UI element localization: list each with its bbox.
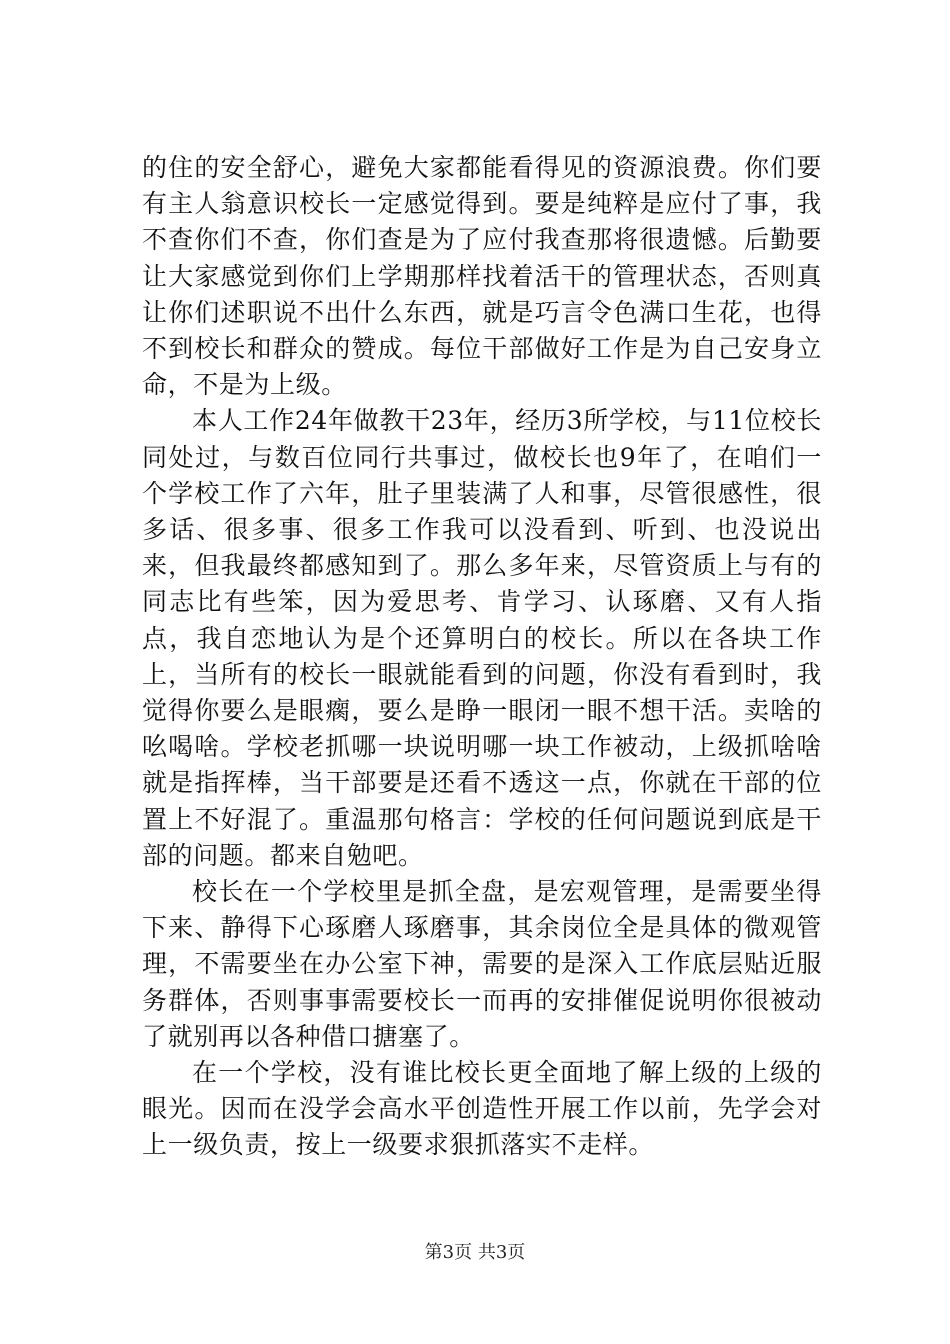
paragraph-continuation: 的住的安全舒心，避免大家都能看得见的资源浪费。你们要有主人翁意识校长一定感觉得到。要是纯粹是应付了事，我不查你们不查，你们查是为了应付我查那将很遗憾。后勤要让大家感觉到你们上学期那样找着活干的管理状态，否则真让你们述职说不出什么东西，就是巧言令色满口生花，也得不到校长和群众的赞成。每位干部做好工作是为自己安身立命，不是为上级。	[142, 153, 822, 400]
paragraph-responsibility: 在一个学校，没有谁比校长更全面地了解上级的上级的眼光。因而在没学会高水平创造性开展工作以前，先学会对上一级负责，按上一级要求狠抓落实不走样。	[142, 1058, 822, 1160]
page-footer: 第3页 共3页	[424, 1242, 526, 1263]
document-body	[142, 150, 822, 1164]
paragraph-principal-role: 校长在一个学校里是抓全盘，是宏观管理，是需要坐得下来、静得下心琢磨人琢磨事，其余岗位全是具体的微观管理，不需要坐在办公室下神，需要的是深入工作底层贴近服务群体，否则事事需要校长一而再的安排催促说明你很被动了就别再以各种借口搪塞了。	[142, 877, 822, 1051]
paragraph-experience: 本人工作24年做教干23年，经历3所学校，与11位校长同处过，与数百位同行共事过，做校长也9年了，在咱们一个学校工作了六年，肚子里装满了人和事，尽管很感性，很多话、很多事、很多工作我可以没看到、听到、也没说出来，但我最终都感知到了。那么多年来，尽管资质上与有的同志比有些笨，因为爱思考、肯学习、认琢磨、又有人指点，我自恋地认为是个还算明白的校长。所以在各块工作上，当所有的校长一眼就能看到的问题，你没有看到时，我觉得你要么是眼瘸，要么是睁一眼闭一眼不想干活。卖啥的吆喝啥。学校老抓哪一块说明哪一块工作被动，上级抓啥啥就是指挥棒，当干部要是还看不透这一点，你就在干部的位置上不好混了。重温那句格言：学校的任何问题说到底是干部的问题。都来自勉吧。	[142, 406, 822, 870]
